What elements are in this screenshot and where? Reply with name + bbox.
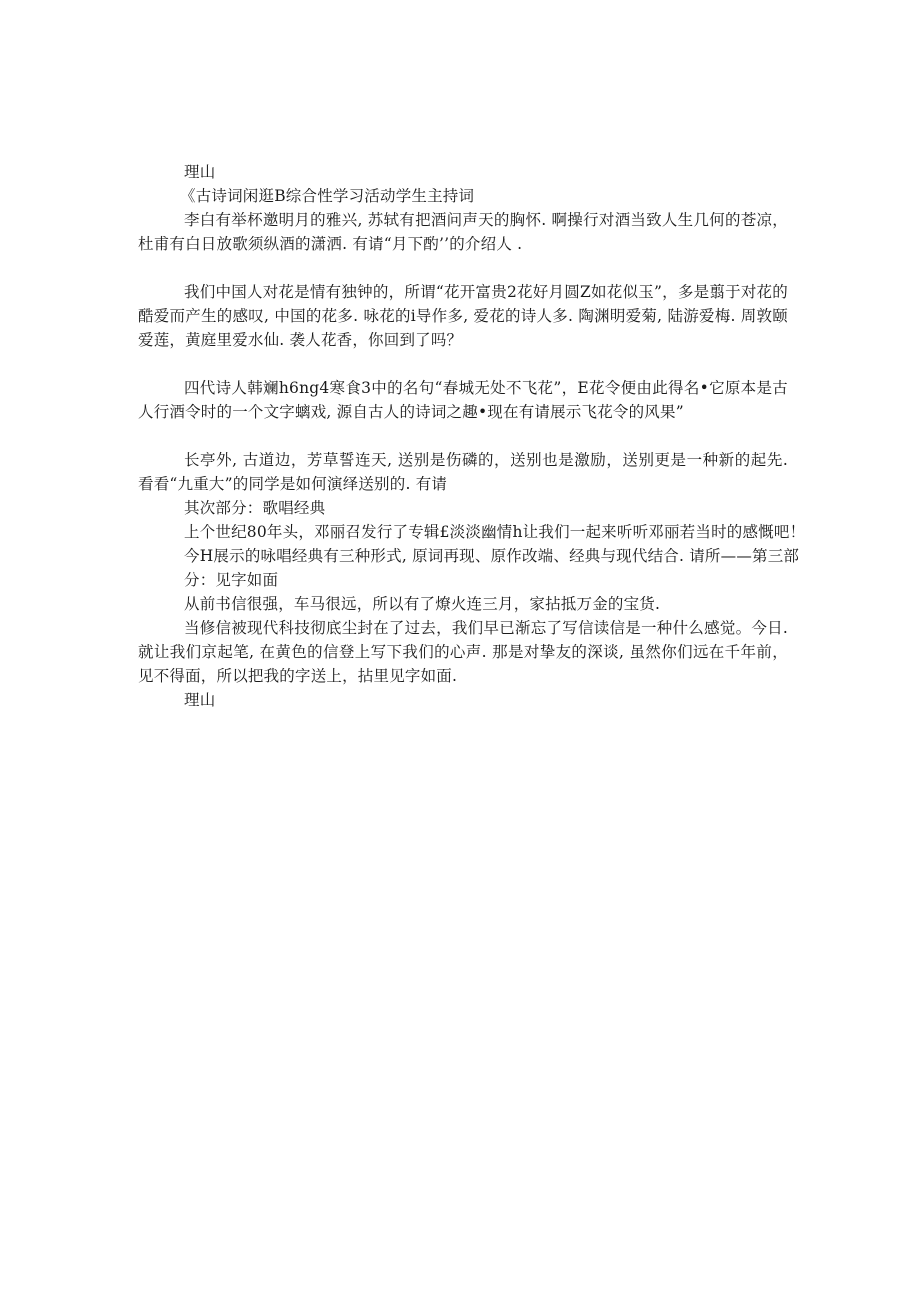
paragraph-farewell: 长亭外, 古道边，芳草誓连天, 送别是伤磷的，送别也是激励，送别更是一种新的起先. 看看“九重大”的同学是如何演绎送别的. 有请 — [138, 451, 788, 493]
document-title: 《古诗词闲逛B综合性学习活动学生主持词 — [180, 187, 475, 205]
paragraph-feihualing: 四代诗人韩斓h6ng4寒食3中的名句“春城无处不飞花”，E花令便由此得名•它原本是古人行酒令时的一个文字螭戏, 源自古人的诗词之趣•现在有请展示飞花令的风果” — [138, 379, 788, 421]
heading-top: 理山 — [184, 163, 216, 181]
paragraph-flowers: 我们中国人对花是情有独钟的，所谓“花开富贵2花好月圆Z如花似玉”，多是翦于对花的酷爱而产生的感叹, 中国的花多. 咏花的i导作多, 爱花的诗人多. 陶渊明爱菊, 陆游爱梅. 周敦颐爱莲，黄庭里爱水仙. 袭人花香，你回到了吗？ — [138, 283, 788, 349]
heading-bottom: 理山 — [184, 691, 216, 709]
paragraph-moon: 李白有举杯邀明月的雅兴, 苏轼有把酒问声天的胸怀. 啊操行对酒当致人生几何的苍凉，杜甫有白日放歌须纵酒的潇洒. 有请“月下酌’’的介绍人 . — [138, 211, 788, 253]
paragraph-modern-letters: 当修信被现代科技彻底尘封在了过去，我们早已渐忘了写信读信是一种什么感觉。今日. 就让我们京起笔, 在黄色的信登上写下我们的心声. 那是对挚友的深谈, 虽然你们远在千年前，见不得面，所以把我的字送上，拈里见字如面. — [138, 619, 788, 685]
paragraph-today-forms: 今H展示的咏唱经典有三种形式, 原词再现、原作改端、经典与现代结合. 请所——第三部 — [184, 547, 800, 565]
paragraph-deng-lijun: 上个世纪80年头，邓丽召发行了专辑£淡淡幽情h让我们一起来听听邓丽若当时的感慨吧！ — [184, 523, 806, 541]
section-two-heading: 其次部分：歌唱经典 — [184, 499, 326, 517]
section-three-heading: 分：见字如面 — [184, 571, 279, 589]
paragraph-old-letters: 从前书信很强，车马很远，所以有了燎火连三月，家拈抵万金的宝货. — [184, 595, 661, 613]
